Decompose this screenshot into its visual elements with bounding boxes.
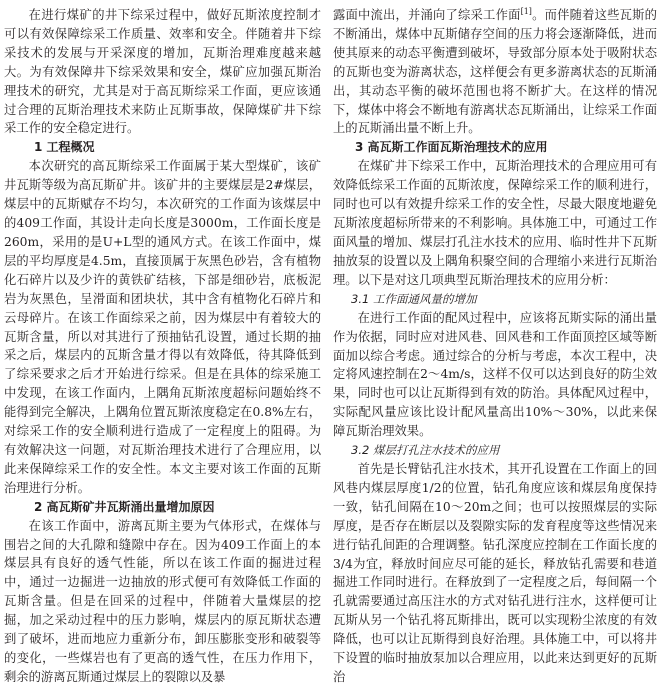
right-column xyxy=(333,6,657,687)
subsection-3-2-heading: 3.2 煤层打孔注水技术的应用 xyxy=(351,443,500,458)
section-3-paragraph: 在煤矿井下综采工作中，瓦斯治理技术的合理应用可有效降低综采工作面的瓦斯浓度，保障综采工作的顺利进行，同时也可以有效提升综采工作的安全性，尽最大限度地避免瓦斯浓度超标所带来的不利影响。具体施工中，可通过工作面风量的增加、煤层打孔注水技术的应用、临时性井下瓦斯抽放泵的设置以及上隅角积聚空间的合理缩小来进行瓦斯治理。以下是对这几项典型瓦斯治理技术的应用分析： xyxy=(333,159,657,287)
left-column xyxy=(4,6,321,687)
reference-marker: [1] xyxy=(520,6,532,16)
section-2-heading: 2 高瓦斯矿井瓦斯涌出量增加原因 xyxy=(34,499,215,514)
subsection-3-1-heading: 3.1 工作面通风量的增加 xyxy=(351,291,477,306)
continuation-text-after: 。而伴随着这些瓦斯的不断涌出，煤体中瓦斯储存空间的压力将会逐渐降低，进而使其原来的动态平衡遭到破坏，导致部分原本处于吸附状态的瓦斯也变为游离状态，这样便会有更多游离状态的瓦斯涌出，其动态平衡的破坏范围也将不断扩大。在这样的情况下，煤体中将会不断地有游离状态瓦斯涌出，让综采工作面上的瓦斯涌出量不断上升。 xyxy=(333,8,657,136)
section-3-heading: 3 高瓦斯工作面瓦斯治理技术的应用 xyxy=(355,140,548,155)
subsection-3-1-paragraph: 在进行工作面的配风过程中，应该将瓦斯实际的涌出量作为依据，同时应对进风巷、回风巷和工作面顶控区域等断面加以综合考虑。通过综合的分析与考虑，本次工程中，决定将风速控制在2～4m/s，这样不仅可以达到良好的防尘效果，同时也可以让瓦斯得到有效的防治。具体配风过程中，实际配风量应该比设计配风量高出10%～30%，以此来保障瓦斯治理效果。 xyxy=(333,310,657,439)
section-2-continuation xyxy=(333,6,657,138)
subsection-3-2-paragraph: 首先是长臂钻孔注水技术，其开孔设置在工作面上的回风巷内煤层厚度1/2的位置，钻孔角度应该和煤层角度保持一致，钻孔间隔在10～20m之间；也可以按照煤层的实际厚度，是否存在断层以及裂隙实际的发育程度等这些情况来进行钻孔间距的合理调整。钻孔深度应控制在工作面长度的3/4为宜，释放时间应尽可能的延长，释放钻孔需要和巷道掘进工作同时进行。在释放到了一定程度之后，每间隔一个孔就需要通过高压注水的方式对钻孔进行注水，这样便可让瓦斯从另一个钻孔将瓦斯排出，既可以实现粉尘浓度的有效降低，也可以让瓦斯得到良好治理。具体施工中，可以将井下设置的临时抽放泵加以合理应用，以此来达到更好的瓦斯治 xyxy=(333,462,657,684)
section-2-paragraph: 在该工作面中，游离瓦斯主要为气体形式，在煤体与围岩之间的大孔隙和缝隙中存在。因为409工作面上的本煤层具有良好的透气性能，所以在该工作面的掘进过程中，通过一边掘进一边抽放的形式便可有效降低工作面的瓦斯含量。但是在回采的过程中，伴随着大量煤层的挖掘，加之采动过程中的压力影响，煤层内的原瓦斯状态遭到了破坏，进而地应力重新分布，卸压膨胀变形和破裂等的变化，一些煤岩也有了更高的透气性，在压力作用下，剩余的游离瓦斯通过煤层上的裂隙以及暴 xyxy=(4,518,321,684)
section-1-heading: 1 工程概况 xyxy=(34,140,95,155)
continuation-text: 露面中流出，并涌向了综采工作面 xyxy=(333,8,521,22)
section-1-paragraph: 本次研究的高瓦斯综采工作面属于某大型煤矿，该矿井瓦斯等级为高瓦斯矿井。该矿井的主要煤层是2#煤层，煤层中的瓦斯赋存不均匀，本次研究的工作面为该煤层中的409工作面，其设计走向长度是3000m，工作面长度是260m，采用的是U+L型的通风方式。在该工作面中，煤层的平均厚度是4.5m，直接顶属于灰黑色砂岩，含有植物化石碎片以及少许的黄铁矿结核，下部是细砂岩，底板泥岩为灰黑色，呈滑面和团块状，其中含有植物化石碎片和云母碎片。在该工作面综采之前，因为煤层中有着较大的瓦斯含量，所以对其进行了预抽钻孔设置，通过长期的抽采之后，煤层内的瓦斯含量才得以有效降低，待其降低到了综采要求之后才开始进行综采。但是在具体的综采施工中发现，在该工作面内，上隅角瓦斯浓度超标问题始终不能得到完全解决，上隅角位置瓦斯浓度稳定在0.8%左右，对综采工作的安全顺利进行造成了一定程度上的阻碍。为有效解决这一问题，对瓦斯治理技术进行了合理应用，以此来保障综采工作的安全性。本文主要对该工作面的瓦斯治理进行分析。 xyxy=(4,159,321,495)
intro-paragraph: 在进行煤矿的井下综采过程中，做好瓦斯浓度控制才可以有效保障综采工作质量、效率和安全。伴随着井下综采技术的发展与开采深度的增加，瓦斯治理难度越来越大。为有效保障井下综采效果和安全，煤矿应加强瓦斯治理技术的研究，尤其是对于高瓦斯综采工作面，更应该通过合理的瓦斯治理技术来防止瓦斯事故，保障煤矿井下综采工作的安全稳定进行。 xyxy=(4,8,321,136)
